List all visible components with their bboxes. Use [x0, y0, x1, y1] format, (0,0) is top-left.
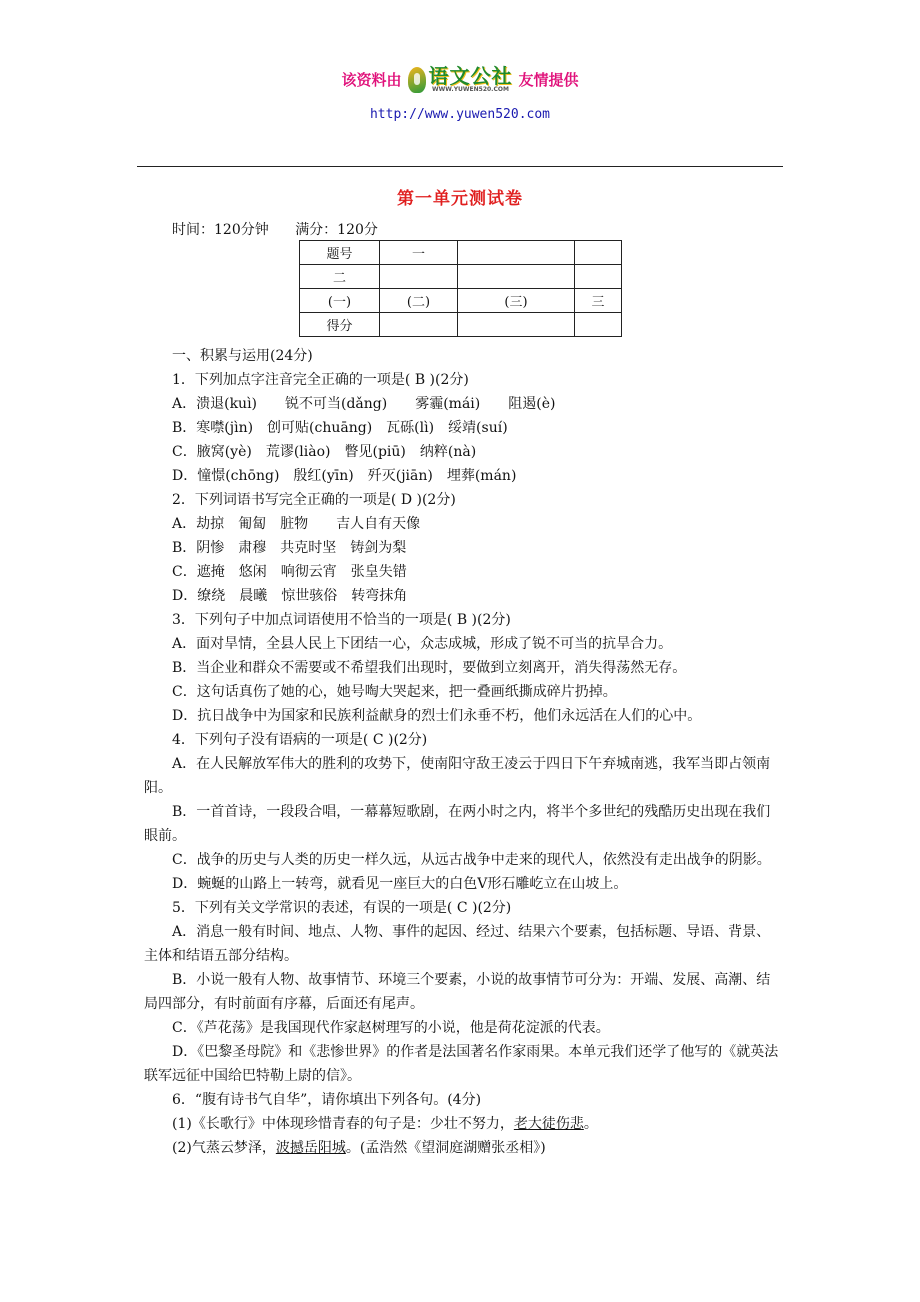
option: D．缭绕 晨曦 惊世骇俗 转弯抹角 — [172, 588, 408, 604]
option: D．抗日战争中为国家和民族利益献身的烈士们永垂不朽，他们永远活在人们的心中。 — [172, 708, 702, 724]
score-cell — [575, 313, 622, 337]
option: C．遮掩 悠闲 响彻云宵 张皇失错 — [172, 564, 407, 580]
score-table — [299, 240, 622, 337]
header-divider — [137, 166, 783, 167]
fill-answer: 老大徒伤悲 — [513, 1116, 584, 1132]
question-stem: 2．下列词语书写完全正确的一项是( D )(2分) — [172, 492, 456, 508]
option: C．《芦花荡》是我国现代作家赵树理写的小说，他是荷花淀派的代表。 — [172, 1020, 610, 1036]
header-url[interactable]: http://www.yuwen520.com — [369, 107, 550, 122]
provider-prefix: 该资料由 — [341, 71, 402, 89]
score-cell — [380, 313, 458, 337]
provider-line — [0, 66, 920, 93]
option: D．憧憬(chōng) 殷红(yīn) 歼灭(jiān) 埋葬(mán) — [172, 468, 517, 484]
option: B．寒噤(jìn) 创可贴(chuāng) 瓦砾(lì) 绥靖(suí) — [172, 420, 508, 436]
score-cell — [575, 241, 622, 265]
option: D．《巴黎圣母院》和《悲惨世界》的作者是法国著名作家雨果。本单元我们还学了他写的《就英法联军远征中国给巴特勒上尉的信》。 — [144, 1044, 779, 1084]
option: C．战争的历史与人类的历史一样久远，从远古战争中走来的现代人，依然没有走出战争的阴影。 — [172, 852, 771, 868]
exam-content — [144, 344, 784, 1160]
leaf-logo-icon — [408, 67, 426, 93]
question-stem: 1．下列加点字注音完全正确的一项是( B )(2分) — [172, 372, 469, 388]
score-cell — [458, 265, 575, 289]
score-cell: 三 — [575, 289, 622, 313]
option: B．一首首诗，一段段合唱，一幕幕短歌剧，在两小时之内，将半个多世纪的残酷历史出现在我们眼前。 — [144, 804, 771, 844]
option: D．蜿蜒的山路上一转弯，就看见一座巨大的白色V形石雕屹立在山坡上。 — [172, 876, 628, 892]
question-stem: 5．下列有关文学常识的表述，有误的一项是( C )(2分) — [172, 900, 512, 916]
option: A．在人民解放军伟大的胜利的攻势下，使南阳守敌王凌云于四日下午弃城南逃，我军当即占领南阳。 — [144, 756, 771, 796]
score-row-parts — [300, 289, 622, 313]
fill-answer: 波撼岳阳城 — [275, 1140, 346, 1156]
section-heading: 一、积累与运用(24分) — [172, 348, 313, 364]
logo-subtext: WWW.YUWEN520.COM — [432, 86, 509, 93]
exam-meta — [172, 219, 378, 239]
question-stem: 4．下列句子没有语病的一项是( C )(2分) — [172, 732, 428, 748]
score-cell: 一 — [380, 241, 458, 265]
question-stem: 6．“腹有诗书气自华”，请你填出下列各句。(4分) — [172, 1092, 482, 1108]
score-row-section — [300, 265, 622, 289]
score-row-points — [300, 313, 622, 337]
option: A．消息一般有时间、地点、人物、事件的起因、经过、结果六个要素，包括标题、导语、背景、主体和结语五部分结构。 — [144, 924, 771, 964]
logo-text: 语文公社 — [428, 64, 513, 88]
option: C．这句话真伤了她的心，她号啕大哭起来，把一叠画纸撕成碎片扔掉。 — [172, 684, 617, 700]
score-cell: 二 — [300, 265, 380, 289]
fill-blank-item — [144, 1112, 784, 1136]
fill-suffix: 。 — [583, 1116, 598, 1132]
score-cell — [380, 265, 458, 289]
provider-suffix: 友情提供 — [518, 71, 579, 89]
fill-blank-item — [144, 1136, 784, 1160]
question-stem: 3．下列句子中加点词语使用不恰当的一项是( B )(2分) — [172, 612, 511, 628]
page-title: 第一单元测试卷 — [397, 189, 523, 209]
fill-prefix: (1)《长歌行》中体现珍惜青春的句子是：少壮不努力， — [172, 1116, 514, 1132]
score-cell: 得分 — [300, 313, 380, 337]
option: B．阴惨 肃穆 共克时坚 铸剑为梨 — [172, 540, 407, 556]
yuwen-logo — [408, 66, 513, 93]
score-cell: (三) — [458, 289, 575, 313]
score-cell — [575, 265, 622, 289]
option: B．当企业和群众不需要或不希望我们出现时，要做到立刻离开，消失得荡然无存。 — [172, 660, 687, 676]
score-cell: (二) — [380, 289, 458, 313]
fill-prefix: (2)气蒸云梦泽， — [172, 1140, 276, 1156]
option: A．面对旱情，全县人民上下团结一心，众志成城，形成了锐不可当的抗旱合力。 — [172, 636, 673, 652]
exam-full-score: 满分：120分 — [295, 222, 378, 238]
score-cell: 题号 — [300, 241, 380, 265]
fill-suffix: 。(孟浩然《望洞庭湖赠张丞相》) — [345, 1140, 546, 1156]
score-cell — [458, 313, 575, 337]
option: A．溃退(kuì) 锐不可当(dǎng) 雾霾(mái) 阻遏(è) — [172, 396, 556, 412]
exam-time: 时间：120分钟 — [172, 222, 269, 238]
score-cell — [458, 241, 575, 265]
page-header — [0, 66, 920, 122]
score-cell: (一) — [300, 289, 380, 313]
option: A．劫掠 匍匐 脏物 吉人自有天像 — [172, 516, 421, 532]
option: C．腋窝(yè) 荒谬(liào) 瞥见(piū) 纳粹(nà) — [172, 444, 477, 460]
score-row-header — [300, 241, 622, 265]
option: B．小说一般有人物、故事情节、环境三个要素，小说的故事情节可分为：开端、发展、高潮、结局四部分，有时前面有序幕，后面还有尾声。 — [144, 972, 771, 1012]
